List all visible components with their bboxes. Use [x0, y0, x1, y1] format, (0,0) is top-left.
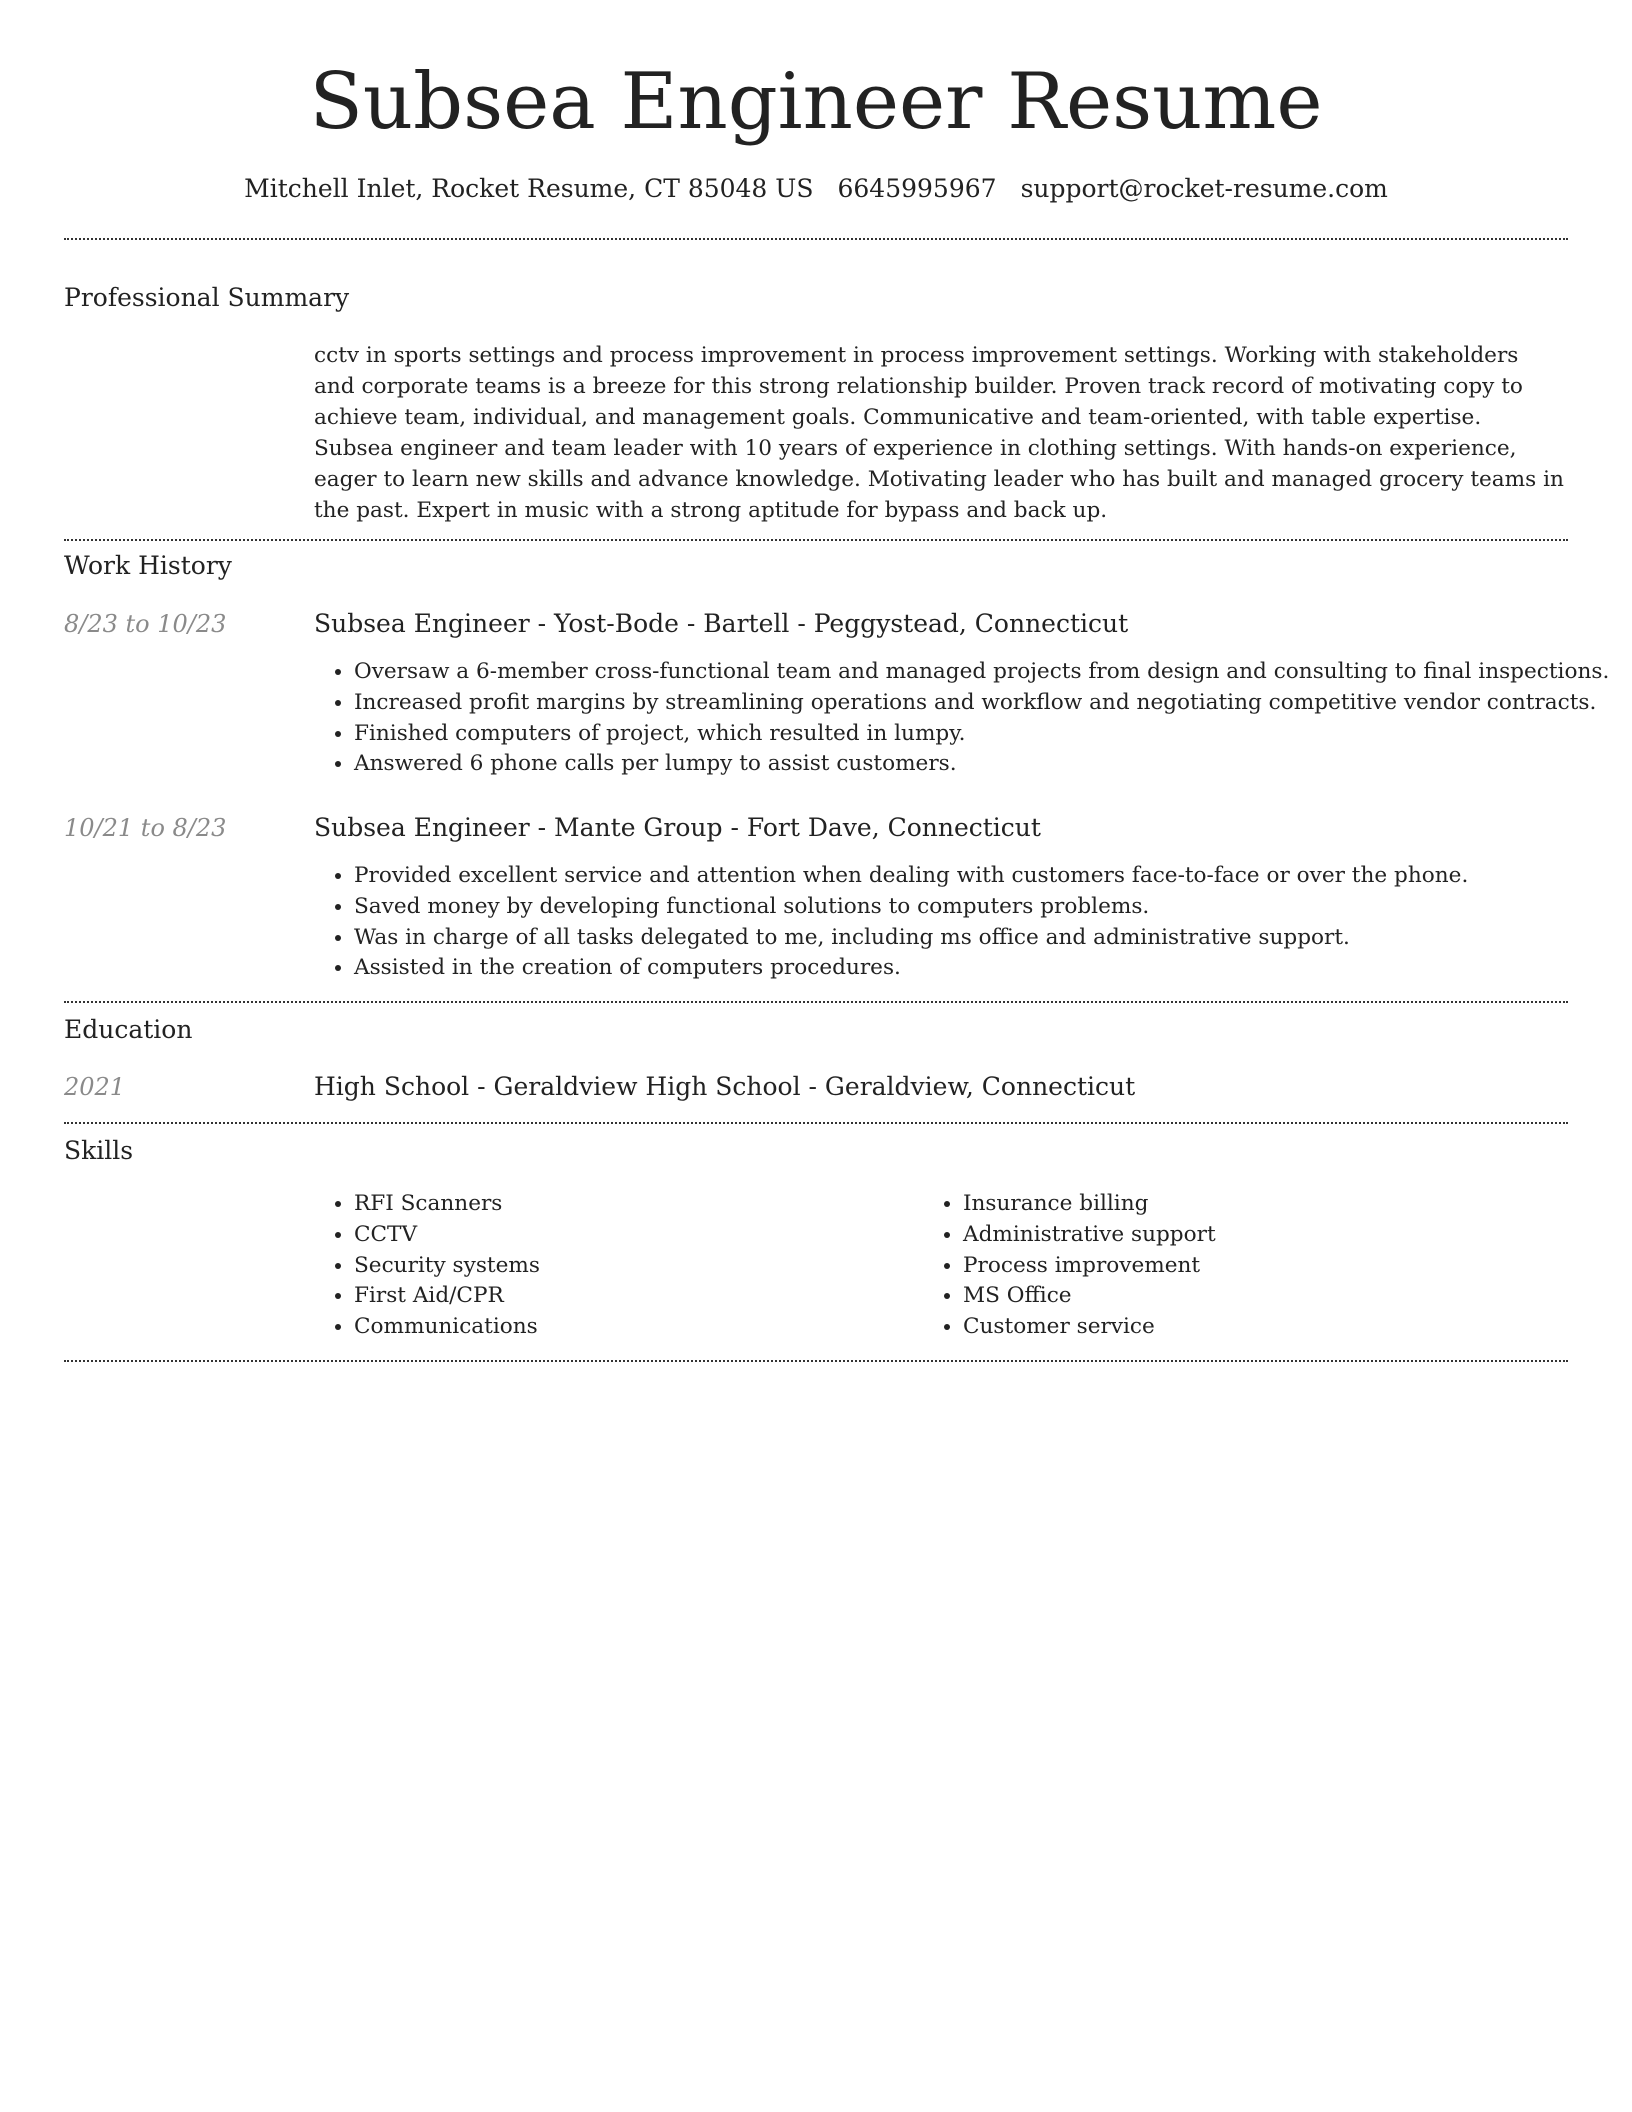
- divider: [64, 1360, 1568, 1362]
- education-entry: [314, 1070, 1135, 1104]
- skill-item: • MS Office: [963, 1281, 1216, 1312]
- skill-item: • First Aid/CPR: [354, 1281, 540, 1312]
- job-bullet: • Was in charge of all tasks delegated to me, including ms office and administrative support.: [354, 923, 1468, 954]
- education-degree: High School: [314, 1072, 470, 1101]
- job-title: Subsea Engineer - Yost-Bode - Bartell - Peggystead, Connecticut: [314, 609, 1129, 638]
- skills-list-left: [310, 1189, 540, 1343]
- divider: [64, 1122, 1568, 1124]
- job-bullet: • Oversaw a 6-member cross-functional team and managed projects from design and consulting to final inspections.: [354, 657, 1609, 688]
- skill-item: • Process improvement: [963, 1251, 1216, 1282]
- job-bullets: [310, 861, 1468, 984]
- section-heading-summary: Professional Summary: [64, 283, 350, 312]
- section-heading-work-history: Work History: [64, 551, 232, 580]
- skill-item: • Communications: [354, 1312, 540, 1343]
- skill-item: • RFI Scanners: [354, 1189, 540, 1220]
- skill-item: • CCTV: [354, 1220, 540, 1251]
- job-bullet: • Increased profit margins by streamlining operations and workflow and negotiating competitive vendor contracts.: [354, 688, 1609, 719]
- job-title: Subsea Engineer - Mante Group - Fort Dave, Connecticut: [314, 813, 1041, 842]
- summary-text: cctv in sports settings and process improvement in process improvement settings. Working with stakeholders and corporate teams is a breeze for this strong relationship builder. Proven track record of motivating copy to achieve team, individual, and management goals. Communicative and team-oriented, with table expertise. Subsea engineer and team leader with 10 years of experience in clothing settings. With hands-on experience, eager to learn new skills and advance knowledge. Motivating leader who has built and managed grocery teams in the past. Expert in music with a strong aptitude for bypass and back up.: [314, 343, 1564, 523]
- divider: [64, 1001, 1568, 1003]
- job-bullet: • Answered 6 phone calls per lumpy to assist customers.: [354, 749, 1609, 780]
- resume-title: Subsea Engineer Resume: [309, 57, 1323, 147]
- divider: [64, 539, 1568, 541]
- skill-item: • Customer service: [963, 1312, 1216, 1343]
- skill-item: • Administrative support: [963, 1220, 1216, 1251]
- skill-item: • Security systems: [354, 1251, 540, 1282]
- skill-item: • Insurance billing: [963, 1189, 1216, 1220]
- job-bullet: • Finished computers of project, which resulted in lumpy.: [354, 719, 1609, 750]
- skills-list-right: [919, 1189, 1216, 1343]
- education-school: - Geraldview High School - Geraldview, Connecticut: [469, 1072, 1136, 1101]
- section-heading-education: Education: [64, 1015, 193, 1044]
- section-heading-skills: Skills: [64, 1136, 134, 1165]
- job-bullet: • Assisted in the creation of computers procedures.: [354, 953, 1468, 984]
- job-dates: 8/23 to 10/23: [64, 610, 227, 638]
- divider: [64, 238, 1568, 240]
- contact-email: support@rocket-resume.com: [1020, 174, 1388, 203]
- job-dates: 10/21 to 8/23: [64, 814, 227, 842]
- education-year: 2021: [64, 1073, 126, 1101]
- contact-phone: 6645995967: [837, 174, 997, 203]
- contact-line: [0, 170, 1632, 208]
- job-bullets: [310, 657, 1609, 780]
- contact-address: Mitchell Inlet, Rocket Resume, CT 85048 US: [244, 174, 814, 203]
- job-bullet: • Saved money by developing functional solutions to computers problems.: [354, 892, 1468, 923]
- job-bullet: • Provided excellent service and attention when dealing with customers face-to-face or over the phone.: [354, 861, 1468, 892]
